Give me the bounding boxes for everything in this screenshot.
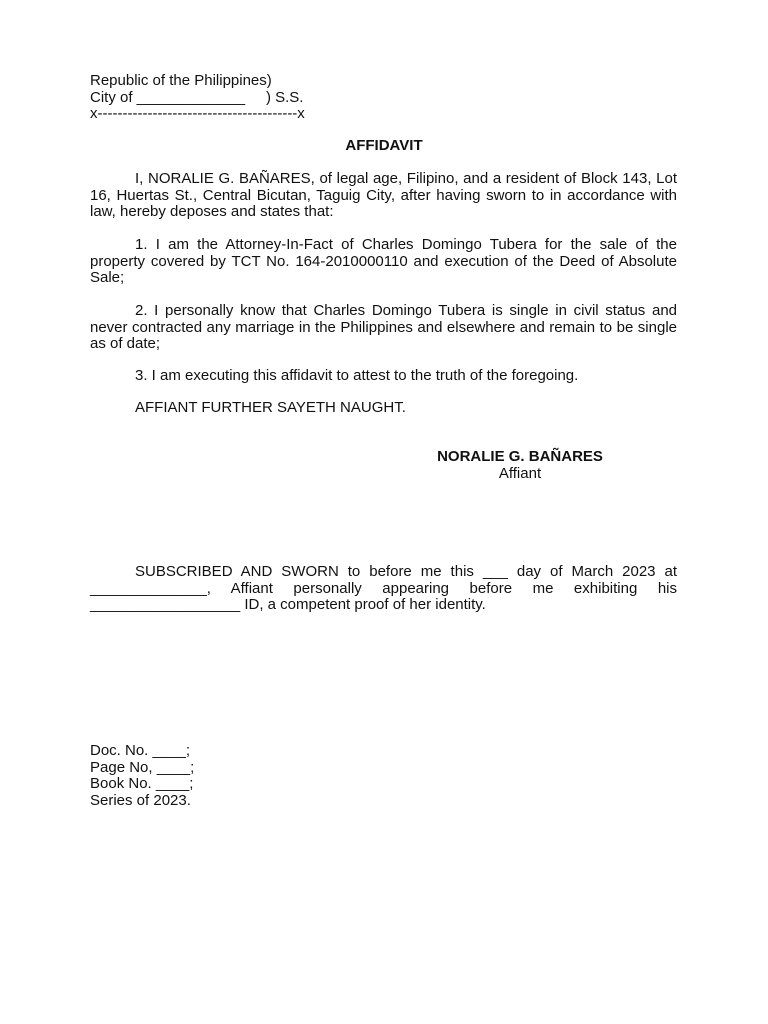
jurat-block xyxy=(90,564,677,614)
venue-city: City of _____________ ) S.S. xyxy=(90,88,304,106)
intro-paragraph: I, NORALIE G. BAÑARES, of legal age, Filipino, and a resident of Block 143, Lot 16, Huertas St., Central Bicutan, Taguig City, after having sworn to in accordance with law, hereby deposes and states that: xyxy=(90,170,677,220)
venue-republic: Republic of the Philippines) xyxy=(90,72,272,89)
statement-1: 1. I am the Attorney-In-Fact of Charles Domingo Tubera for the sale of the property covered by TCT No. 164-2010000110 and execution of the Deed of Absolute Sale; xyxy=(90,236,677,286)
statement-1-block xyxy=(90,237,677,287)
venue-header xyxy=(90,73,677,123)
signature-block xyxy=(400,449,640,482)
intro-paragraph-block xyxy=(90,171,677,221)
statement-2: 2. I personally know that Charles Domingo Tubera is single in civil status and never contracted any marriage in the Philippines and elsewhere and remain to be single as of date; xyxy=(90,302,677,352)
statement-3-block xyxy=(90,368,677,385)
notarial-register xyxy=(90,743,677,809)
book-number: Book No. ____; xyxy=(90,775,194,792)
statement-3: 3. I am executing this affidavit to attest to the truth of the foregoing. xyxy=(135,367,579,384)
page-number: Page No, ____; xyxy=(90,758,195,776)
venue-divider: x----------------------------------------x xyxy=(90,105,305,122)
doc-number: Doc. No. ____; xyxy=(90,742,191,759)
statement-2-block xyxy=(90,303,677,353)
affiant-name: NORALIE G. BAÑARES xyxy=(437,448,603,465)
closing-block xyxy=(90,400,677,417)
jurat-paragraph: SUBSCRIBED AND SWORN to before me this ___ day of March 2023 at ______________, Affiant personally appearing before me exhibiting his __________________ ID, a competent proof of her identity. xyxy=(90,563,677,613)
series-year: Series of 2023. xyxy=(90,791,191,809)
closing-statement: AFFIANT FURTHER SAYETH NAUGHT. xyxy=(135,399,406,416)
affiant-role: Affiant xyxy=(498,464,542,482)
document-title: AFFIDAVIT xyxy=(345,137,423,154)
